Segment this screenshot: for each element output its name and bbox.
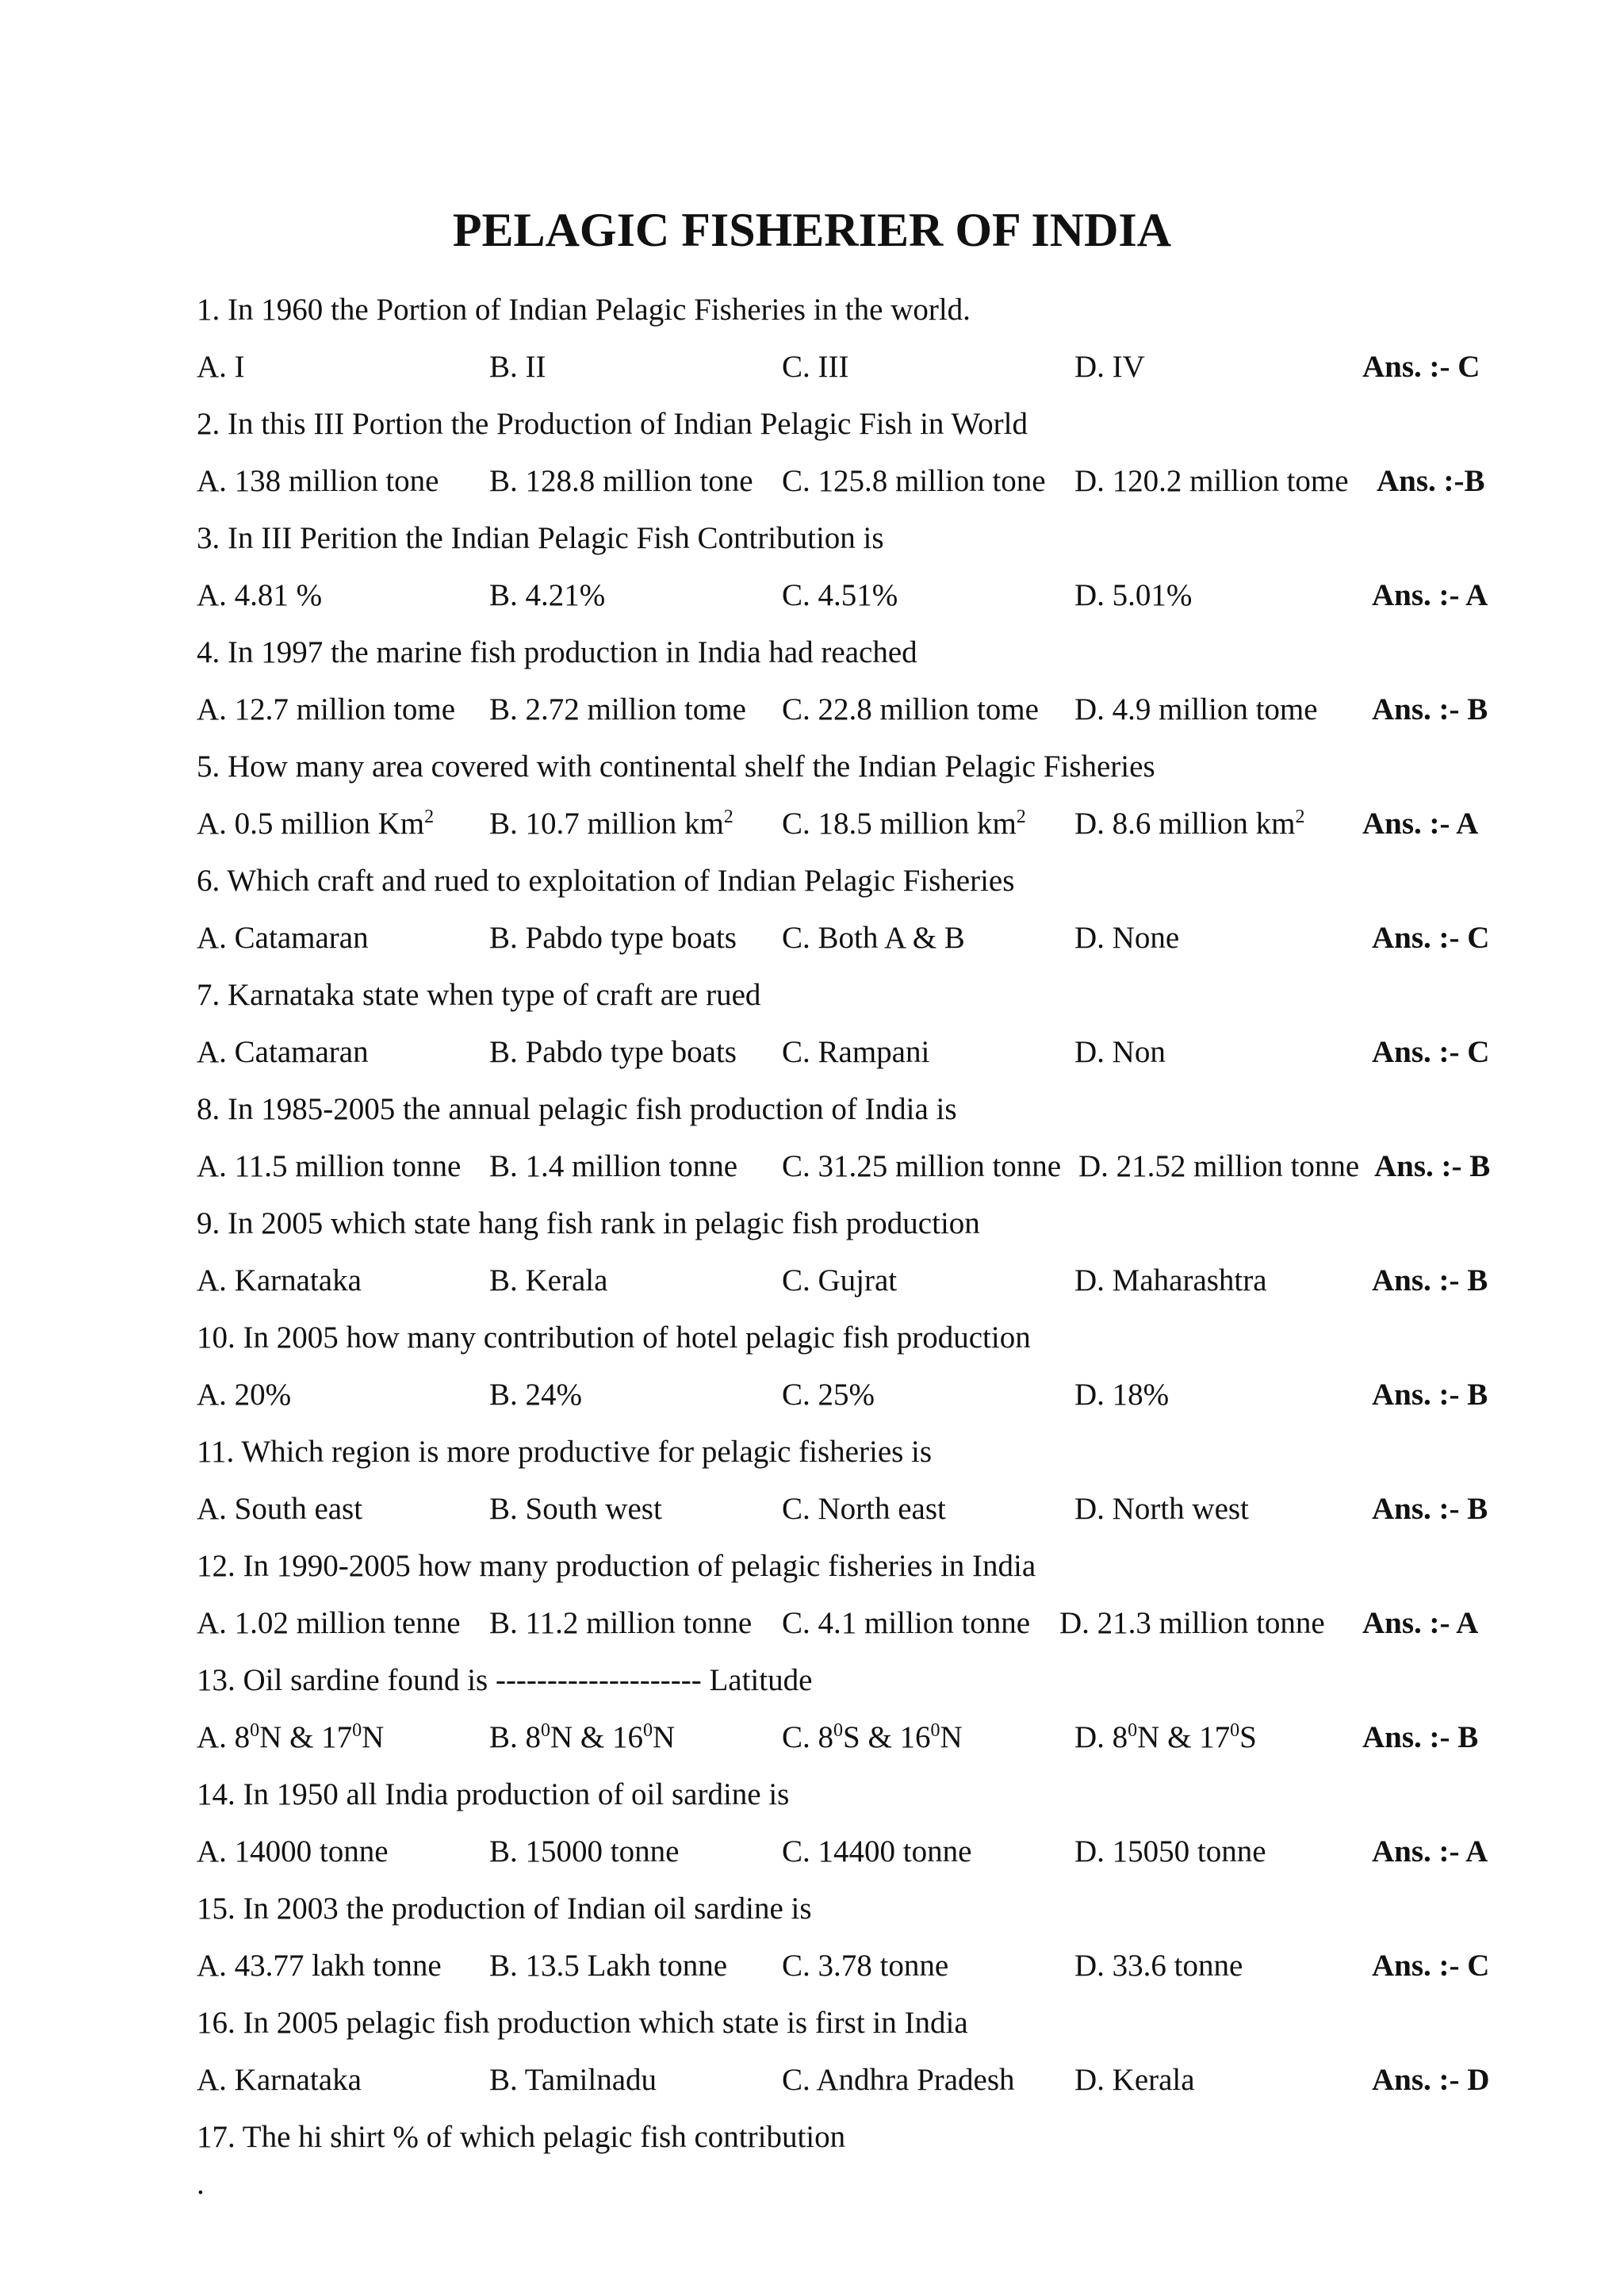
option-d: D. 15050 tonne	[1074, 1834, 1266, 1869]
option-b: B. 15000 tonne	[489, 1834, 680, 1869]
answer: Ans. :-B	[1377, 464, 1485, 498]
answer: Ans. :- C	[1362, 350, 1480, 384]
option-d: D. 21.52 million tonne	[1078, 1149, 1360, 1183]
question-10: 10. In 2005 how many contribution of hotel pelagic fish production	[197, 1320, 1031, 1355]
answer: Ans. :- C	[1372, 1035, 1490, 1069]
question-11: 11. Which region is more productive for pelagic fisheries is	[197, 1435, 933, 1469]
options-row-9	[197, 1252, 1584, 1309]
options-row-3	[197, 567, 1584, 624]
option-d: D. 21.3 million tonne	[1059, 1606, 1325, 1640]
option-d: D. $8^0N$ & $17^0S$	[1074, 1720, 1257, 1754]
option-b: B. 2.72 million tome	[489, 692, 746, 726]
option-c: C. Rampani	[782, 1035, 930, 1069]
option-c: C. 14400 tonne	[782, 1834, 972, 1869]
question-6: 6. Which craft and rued to exploitation of Indian Pelagic Fisheries	[197, 864, 1015, 898]
option-a: A. 4.81 %	[197, 578, 323, 612]
option-c: C. $8^0S$ & $16^0N$	[782, 1720, 963, 1754]
option-c: C. North east	[782, 1492, 946, 1526]
options-row-2	[197, 453, 1584, 510]
answer: Ans. :- A	[1362, 1606, 1479, 1640]
option-c: C. Gujrat	[782, 1263, 898, 1297]
option-a: A. 138 million tone	[197, 464, 439, 498]
option-c: C. 4.1 million tonne	[782, 1606, 1031, 1640]
question-16: 16. In 2005 pelagic fish production which state is first in India	[197, 2006, 968, 2040]
option-b: B. 13.5 Lakh tonne	[489, 1949, 728, 1983]
option-b: B. II	[489, 350, 546, 384]
options-row-6	[197, 910, 1584, 967]
option-b: B. 128.8 million tone	[489, 464, 753, 498]
question-15: 15. In 2003 the production of Indian oil sardine is	[197, 1892, 812, 1926]
option-a: A. Karnataka	[197, 2063, 362, 2097]
option-d: D. None	[1074, 921, 1180, 955]
answer: Ans. :- B	[1374, 1149, 1491, 1183]
option-b: B. 1.4 million tonne	[489, 1149, 738, 1183]
option-b: B. 4.21%	[489, 578, 606, 612]
option-a: A. 12.7 million tome	[197, 692, 456, 726]
option-d: D. 4.9 million tome	[1074, 692, 1318, 726]
option-d: D. 33.6 tonne	[1074, 1949, 1243, 1983]
option-c: C. III	[782, 350, 849, 384]
option-b: B. Pabdo type boats	[489, 921, 737, 955]
options-row-13	[197, 1709, 1584, 1766]
option-d: D. 120.2 million tome	[1074, 464, 1349, 498]
question-13: 13. Oil sardine found is -------------------- Latitude	[197, 1663, 813, 1697]
options-row-8	[197, 1138, 1584, 1195]
option-c: C. 3.78 tonne	[782, 1949, 949, 1983]
options-row-14	[197, 1823, 1584, 1880]
option-a: A. Catamaran	[197, 921, 369, 955]
option-a: A. $8^0N$ & $17^0N$	[197, 1720, 385, 1754]
answer: Ans. :- B	[1372, 1492, 1488, 1526]
option-b: B. 11.2 million tonne	[489, 1606, 753, 1640]
option-a: A. 0.5 million Km$^2$	[197, 807, 435, 841]
option-d: D. Maharashtra	[1074, 1263, 1267, 1297]
options-row-4	[197, 681, 1584, 738]
option-c: C. 125.8 million tone	[782, 464, 1046, 498]
option-a: A. I	[197, 350, 245, 384]
page-title: PELAGIC FISHERIER OF INDIA	[452, 204, 1172, 256]
question-1: 1. In 1960 the Portion of Indian Pelagic Fisheries in the world.	[197, 293, 971, 327]
option-a: A. 20%	[197, 1378, 292, 1412]
question-2: 2. In this III Portion the Production of Indian Pelagic Fish in World	[197, 407, 1028, 441]
answer: Ans. :- C	[1372, 1949, 1490, 1983]
answer: Ans. :- A	[1372, 578, 1488, 612]
answer: Ans. :- B	[1362, 1720, 1479, 1754]
answer: Ans. :- B	[1372, 1378, 1488, 1412]
option-c: C. 25%	[782, 1378, 875, 1412]
question-9: 9. In 2005 which state hang fish rank in pelagic fish production	[197, 1206, 980, 1240]
option-c: C. 22.8 million tome	[782, 692, 1039, 726]
question-12: 12. In 1990-2005 how many production of pelagic fisheries in India	[197, 1549, 1036, 1583]
option-b: B. South west	[489, 1492, 662, 1526]
option-d: D. North west	[1074, 1492, 1249, 1526]
question-3: 3. In III Perition the Indian Pelagic Fish Contribution is	[197, 521, 884, 555]
option-c: C. 18.5 million $km^2$	[782, 807, 1026, 841]
answer: Ans. :- B	[1372, 1263, 1488, 1297]
option-a: A. 1.02 million tenne	[197, 1606, 461, 1640]
options-row-5	[197, 795, 1584, 853]
option-a: A. 43.77 lakh tonne	[197, 1949, 442, 1983]
options-row-10	[197, 1366, 1584, 1424]
option-a: A. 11.5 million tonne	[197, 1149, 462, 1183]
question-8: 8. In 1985-2005 the annual pelagic fish production of India is	[197, 1092, 957, 1126]
question-7: 7. Karnataka state when type of craft are rued	[197, 978, 761, 1012]
option-d: D. Kerala	[1074, 2063, 1195, 2097]
options-row-1	[197, 339, 1584, 396]
question-5: 5. How many area covered with continental shelf the Indian Pelagic Fisheries	[197, 749, 1155, 784]
question-17: 17. The hi shirt % of which pelagic fish contribution	[197, 2120, 846, 2154]
option-d: D. 18%	[1074, 1378, 1170, 1412]
option-a: A. Catamaran	[197, 1035, 369, 1069]
option-c: C. 4.51%	[782, 578, 898, 612]
option-a: A. Karnataka	[197, 1263, 362, 1297]
option-b: B. 10.7 million $km^2$	[489, 807, 733, 841]
option-c: C. Both A & B	[782, 921, 965, 955]
option-b: B. 24%	[489, 1378, 582, 1412]
option-b: B. Pabdo type boats	[489, 1035, 737, 1069]
option-b: B. $8^0N$ & $16^0N$	[489, 1720, 676, 1754]
answer: Ans. :- B	[1372, 692, 1488, 726]
options-row-15	[197, 1938, 1584, 1995]
option-d: D. 5.01%	[1074, 578, 1193, 612]
option-d: D. IV	[1074, 350, 1145, 384]
answer: Ans. :- D	[1372, 2063, 1490, 2097]
options-row-16	[197, 2052, 1584, 2109]
option-a: A. South east	[197, 1492, 363, 1526]
option-b: B. Tamilnadu	[489, 2063, 657, 2097]
question-14: 14. In 1950 all India production of oil sardine is	[197, 1777, 790, 1811]
options-row-12	[197, 1595, 1584, 1652]
options-row-11	[197, 1481, 1584, 1538]
option-c: C. 31.25 million tonne	[782, 1149, 1062, 1183]
footer-dot: .	[197, 2167, 205, 2201]
answer: Ans. :- A	[1362, 807, 1479, 841]
answer: Ans. :- C	[1372, 921, 1490, 955]
question-4: 4. In 1997 the marine fish production in India had reached	[197, 635, 917, 669]
options-row-7	[197, 1024, 1584, 1081]
option-a: A. 14000 tonne	[197, 1834, 389, 1869]
option-d: D. 8.6 million $km^2$	[1074, 807, 1305, 841]
answer: Ans. :- A	[1372, 1834, 1488, 1869]
option-d: D. Non	[1074, 1035, 1166, 1069]
option-b: B. Kerala	[489, 1263, 608, 1297]
option-c: C. Andhra Pradesh	[782, 2063, 1015, 2097]
